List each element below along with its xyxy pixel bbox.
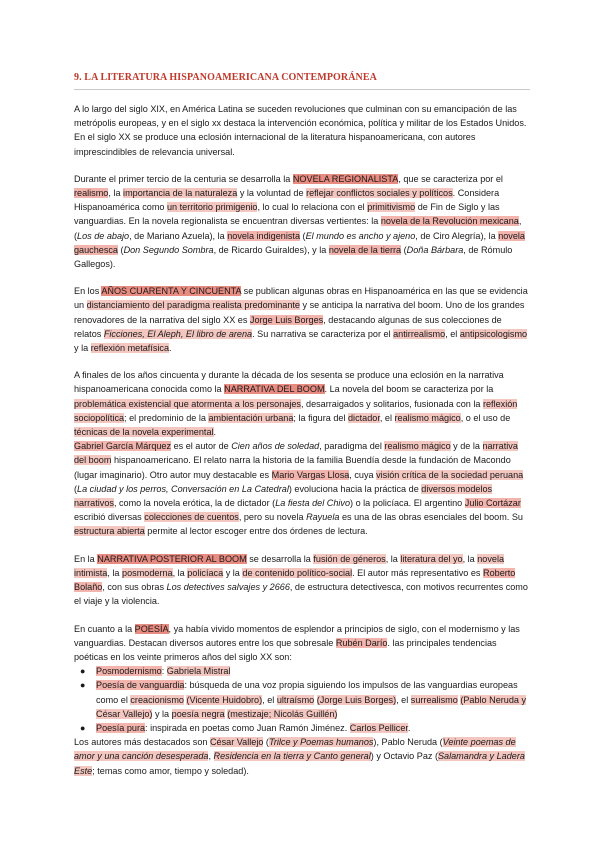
text-run: , cuya <box>349 469 377 480</box>
italic-text: Cien años de soledad <box>231 441 320 452</box>
text-run: . Considera Hispanoamérica como <box>74 188 500 213</box>
text-run: ( <box>263 737 269 748</box>
text-run: : búsqueda de una voz propia siguiendo los impulsos de las vanguardias europeas como el <box>96 680 518 705</box>
text-run: , el <box>379 412 395 423</box>
highlighted-text: (Pablo Neruda y César Vallejo) <box>96 694 527 719</box>
highlighted-text: NARRATIVA DEL BOOM <box>224 384 325 395</box>
highlighted-text: policíaca <box>187 567 224 578</box>
text-run: En los <box>74 286 102 297</box>
text-run: ; temas como amor, tiempo y soledad). <box>92 765 249 776</box>
highlighted-text: realismo mágico <box>384 441 451 452</box>
highlighted-text: surrealismo <box>410 694 458 705</box>
bullet-item <box>80 664 530 678</box>
highlighted-text: Trilce y Poemas humanos <box>268 737 374 748</box>
text-run: Los autores más destacados son <box>74 737 210 748</box>
highlighted-text: ambientación urbana <box>208 412 294 423</box>
text-run: se publican algunas obras en Hispanoamérica en las que se evidencia un <box>74 286 528 311</box>
highlighted-text: Roberto Bolaño <box>74 567 516 593</box>
text-run: , de Mariano Azuela), la <box>129 230 228 241</box>
document-body <box>74 102 530 778</box>
text-run: , desarraigados y solitarios, fusionada con la <box>300 398 483 409</box>
text-run: y la <box>74 343 91 354</box>
highlighted-text: narrativa del boom <box>74 441 518 466</box>
text-run: hispanoamericano. El relato narra la historia de la familia Buendía desde la fundación de Macondo (lugar imaginario). Otro autor muy destacable es <box>74 455 511 480</box>
text-run: ; la figura del <box>293 412 348 423</box>
text-run: ) o la policíaca. El argentino <box>350 498 465 509</box>
text-run: , paradigma del <box>319 441 385 452</box>
text-run: ( <box>300 230 306 241</box>
italic-text: La ciudad y los perros, Conversación en La Catedral <box>77 483 289 494</box>
highlighted-text: distanciamiento del paradigma realista predominante <box>86 300 300 311</box>
text-run: , que se caracteriza por el <box>398 173 503 184</box>
text-run: , la <box>172 567 188 578</box>
highlighted-text: problemática existencial que atormenta a los personajes <box>74 398 301 409</box>
text-run: , la <box>385 553 401 564</box>
highlighted-text: NARRATIVA POSTERIOR AL BOOM <box>97 553 247 564</box>
text-run: , <box>208 751 214 762</box>
bullet-icon: ● <box>80 680 86 691</box>
highlighted-text: diversos modelos narrativos <box>74 483 493 509</box>
text-run: y se anticipa la narrativa del boom. Uno de los grandes renovadores de la narrativa del siglo XX es <box>74 300 525 325</box>
text-run: y de la <box>450 441 483 452</box>
highlighted-text: (Vicente Huidobro) <box>186 694 263 705</box>
text-run: , la <box>108 188 124 199</box>
highlighted-text: POESÍA <box>134 623 169 634</box>
highlighted-text: Carlos Pellicer <box>349 722 408 733</box>
text-run: de Fin de Siglo y las vanguardias. En la novela regionalista se encuentran diversas vertientes: la <box>74 202 500 227</box>
text-run: : <box>161 666 167 677</box>
highlighted-text: Gabriela Mistral <box>166 666 231 677</box>
text-run: , o el uso de <box>460 412 511 423</box>
highlighted-text: Gabriel García Márquez <box>74 441 172 452</box>
text-run: , la <box>107 567 123 578</box>
highlighted-text: reflexión metafísica <box>90 343 170 354</box>
bullet-item <box>80 678 530 721</box>
highlighted-text: un territorio primigenio <box>167 202 258 213</box>
paragraph <box>74 172 530 271</box>
text-run: , la <box>462 553 478 564</box>
highlighted-text: novela de la Revolución mexicana <box>380 216 519 227</box>
highlighted-text: AÑOS CUARENTA Y CINCUENTA <box>101 286 242 297</box>
highlighted-text: literatura del yo <box>400 553 463 564</box>
text-run: ) y Octavio Paz ( <box>370 751 438 762</box>
bullet-icon: ● <box>80 666 86 677</box>
text-run: se desarrolla la <box>246 553 314 564</box>
text-run: , destacando algunas de sus colecciones de relatos <box>74 314 502 339</box>
paragraph <box>74 284 530 355</box>
highlighted-text: Posmodernismo <box>96 666 162 677</box>
highlighted-text: poesía negra <box>171 708 225 719</box>
highlighted-text: Jorge Luis Borges <box>249 314 324 325</box>
text-run: . El autor más representativo es <box>352 567 484 578</box>
highlighted-text: Residencia en la tierra y Canto general <box>213 751 371 762</box>
text-run: : inspirada en poetas como Juan Ramón Jiménez. <box>145 722 350 733</box>
text-run: , como la novela erótica, la de dictador ( <box>113 498 276 509</box>
text-run: . <box>169 343 172 354</box>
highlighted-text: Veinte poemas de amor y una canción desesperada <box>74 737 516 762</box>
italic-text: Doña Bárbara <box>406 244 464 255</box>
italic-text: Los de abajo <box>77 230 130 241</box>
highlighted-text: Mario Vargas Llosa <box>271 469 350 480</box>
text-run: En cuanto a la <box>74 623 135 634</box>
section-title: 9. LA LITERATURA HISPANOAMERICANA CONTEMPORÁNEA <box>74 72 530 90</box>
highlighted-text: creacionismo <box>130 694 184 705</box>
highlighted-text: Julio Cortázar <box>464 498 521 509</box>
text-run: y la voluntad de <box>237 188 307 199</box>
text-run: , el <box>396 694 411 705</box>
text-run: ( <box>74 483 78 494</box>
highlighted-text: Salamandra y Ladera Este <box>74 751 525 776</box>
text-run: . las principales tendencias poéticas en los veinte primeros años del siglo XX son: <box>74 637 497 662</box>
italic-text: Don Segundo Sombra <box>123 244 214 255</box>
highlighted-text: estructura abierta <box>74 526 145 537</box>
text-run: , el <box>262 694 277 705</box>
text-run: , ya había vivido momentos de esplendor a principios de siglo, con el modernismo y las vanguardias. Destacan diversos autores entre los que sobresale <box>74 623 520 648</box>
text-run: , de estructura detectivesca, con motivos recurrentes como el viaje y la violencia. <box>74 582 528 607</box>
text-run: . Su narrativa se caracteriza por el <box>252 328 394 339</box>
highlighted-text: reflejar conflictos sociales y políticos <box>306 188 453 199</box>
paragraph <box>74 102 530 159</box>
text-run: es el autor de <box>171 441 232 452</box>
highlighted-text: antirrealismo <box>393 328 446 339</box>
highlighted-text: NOVELA REGIONALISTA <box>292 173 399 184</box>
highlighted-text: (mestizaje; Nicolás Guillén) <box>227 708 338 719</box>
text-run: ) evoluciona hacia la práctica de <box>288 483 422 494</box>
text-run: ; el predominio de la <box>124 412 209 423</box>
text-run: es una de las obras esenciales del boom. Su <box>339 512 523 523</box>
highlighted-text: técnicas de la novela experimental <box>74 427 214 438</box>
highlighted-text: novela intimista <box>74 553 505 578</box>
highlighted-text: colecciones de cuentos <box>144 512 239 523</box>
bullet-icon: ● <box>80 722 86 733</box>
italic-text: La fiesta del Chivo <box>275 498 351 509</box>
italic-text: Los detectives salvajes y 2666 <box>166 582 290 593</box>
document-page <box>74 72 530 778</box>
highlighted-text: (Jorge Luis Borges) <box>316 694 397 705</box>
text-run: En la <box>74 553 98 564</box>
italic-text: El mundo es ancho y ajeno <box>305 230 416 241</box>
text-run: , el <box>445 328 460 339</box>
highlighted-text: importancia de la naturaleza <box>123 188 238 199</box>
highlighted-text: Poesía de vanguardia <box>96 680 185 691</box>
text-run: Durante el primer tercio de la centuria se desarrolla la <box>74 173 293 184</box>
bullet-item <box>80 721 530 735</box>
bullet-list <box>74 664 530 735</box>
highlighted-text: realismo <box>74 188 109 199</box>
highlighted-text: reflexión sociopolítica <box>74 398 518 423</box>
highlighted-text: novela gauchesca <box>74 230 525 255</box>
highlighted-text: antipsicologismo <box>459 328 528 339</box>
highlighted-text: fusión de géneros <box>313 553 386 564</box>
highlighted-text: novela indigenista <box>227 230 301 241</box>
highlighted-text: posmoderna <box>122 567 173 578</box>
text-run: , lo cual lo relaciona con el <box>257 202 368 213</box>
text-run: y la <box>223 567 243 578</box>
text-run: , de Ricardo Guiraldes), y la <box>213 244 329 255</box>
text-run: y la <box>152 708 172 719</box>
text-run: ( <box>401 244 407 255</box>
text-run: ( <box>118 244 124 255</box>
text-run: A finales de los años cincuenta y durante la década de los sesenta se produce una eclosión en la narrativa hispanoamericana conocida como la <box>74 370 504 395</box>
closing-paragraph <box>74 735 530 778</box>
text-run: ), Pablo Neruda ( <box>373 737 443 748</box>
text-run: . <box>407 722 411 733</box>
text-run: A lo largo del siglo XIX, en América Latina se suceden revoluciones que culminan con su emancipación de las metrópolis europeas, y en el siglo xx destaca la intervención económica, política y militar de los Estados Unidos. En el siglo XX se produce una eclosión internacional de la literatura hispanoamericana, con autores imprescindibles de relevancia universal. <box>74 104 527 157</box>
highlighted-text: ultraísmo <box>276 694 315 705</box>
highlighted-text: novela de la tierra <box>328 244 402 255</box>
italic-text: Rayuela <box>306 512 340 523</box>
text-run: , de Rómulo Gallegos). <box>74 244 513 270</box>
highlighted-text: César Vallejo <box>209 737 264 748</box>
text-run: . La novela del boom se caracteriza por la <box>324 384 494 395</box>
highlighted-text: Rubén Darío <box>335 637 388 648</box>
paragraph <box>74 552 530 609</box>
highlighted-text: de contenido político-social <box>242 567 353 578</box>
text-run: escribió diversas <box>74 512 145 523</box>
highlighted-text: realismo mágico <box>394 412 461 423</box>
text-run: , pero su novela <box>238 512 307 523</box>
highlighted-text: visión crítica de la sociedad peruana <box>376 469 524 480</box>
text-run: . <box>213 427 217 438</box>
text-run: , de Ciro Alegría), la <box>415 230 499 241</box>
text-run: , ( <box>74 216 522 241</box>
paragraph <box>74 622 530 665</box>
paragraph <box>74 368 530 538</box>
highlighted-text: Poesía pura <box>96 722 146 733</box>
text-run: , con sus obras <box>102 582 167 593</box>
highlighted-text: dictador <box>348 412 380 423</box>
highlighted-text: Ficciones, El Aleph, El libro de arena <box>103 328 253 339</box>
text-run: permite al lector escoger entre dos órdenes de lectura. <box>144 526 368 537</box>
highlighted-text: primitivismo <box>367 202 416 213</box>
